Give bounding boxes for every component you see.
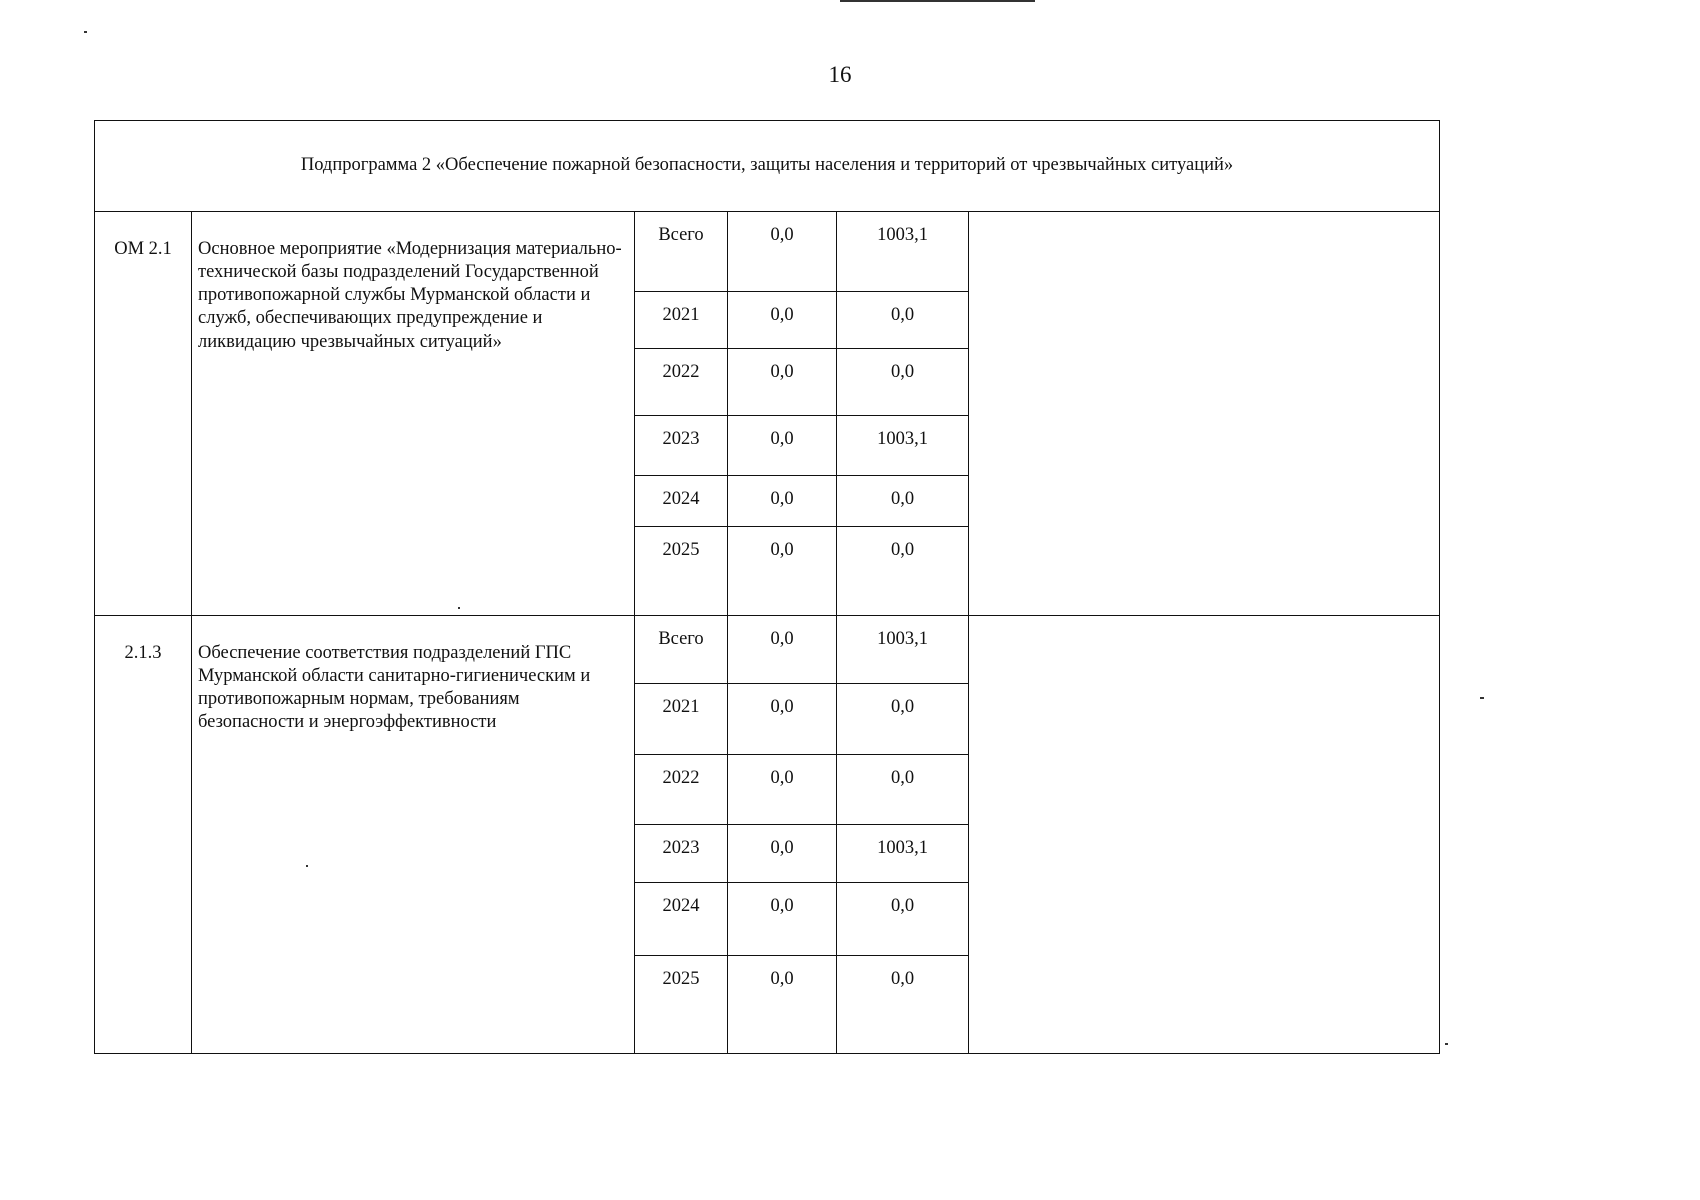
scan-speck xyxy=(458,607,460,609)
scan-speck xyxy=(306,865,308,867)
scan-speck xyxy=(84,31,87,33)
value-cell: 0,0 xyxy=(728,825,837,883)
year-cell: 2022 xyxy=(635,755,728,825)
value-cell: 0,0 xyxy=(837,956,969,1054)
year-cell: 2025 xyxy=(635,956,728,1054)
year-cell: 2023 xyxy=(635,825,728,883)
value-cell: 0,0 xyxy=(837,755,969,825)
value-cell: 0,0 xyxy=(837,883,969,956)
scan-edge-mark xyxy=(840,0,1035,2)
value-cell: 0,0 xyxy=(728,616,837,684)
value-cell: 0,0 xyxy=(728,292,837,349)
value-cell: 0,0 xyxy=(728,212,837,292)
value-cell: 0,0 xyxy=(728,684,837,755)
value-cell: 0,0 xyxy=(728,527,837,616)
value-cell: 0,0 xyxy=(728,476,837,527)
page-number: 16 xyxy=(828,62,852,87)
value-cell: 0,0 xyxy=(837,476,969,527)
table-row xyxy=(95,616,1440,684)
year-cell: Всего xyxy=(635,616,728,684)
value-cell: 0,0 xyxy=(837,527,969,616)
year-cell: 2023 xyxy=(635,416,728,476)
year-cell: 2021 xyxy=(635,292,728,349)
value-cell: 0,0 xyxy=(728,883,837,956)
year-cell: 2025 xyxy=(635,527,728,616)
activity-code: ОМ 2.1 xyxy=(95,212,192,616)
activity-code: 2.1.3 xyxy=(95,616,192,1054)
value-cell: 0,0 xyxy=(728,755,837,825)
value-cell: 0,0 xyxy=(728,349,837,416)
value-cell: 0,0 xyxy=(837,292,969,349)
year-cell: Всего xyxy=(635,212,728,292)
notes-cell xyxy=(969,616,1440,1054)
year-cell: 2022 xyxy=(635,349,728,416)
year-cell: 2024 xyxy=(635,883,728,956)
year-cell: 2021 xyxy=(635,684,728,755)
notes-cell xyxy=(969,212,1440,616)
scan-speck xyxy=(1445,1043,1448,1045)
value-cell: 0,0 xyxy=(837,349,969,416)
value-cell: 1003,1 xyxy=(837,616,969,684)
subprogram-row xyxy=(95,121,1440,212)
budget-table xyxy=(94,120,1440,1054)
value-cell: 1003,1 xyxy=(837,212,969,292)
value-cell: 0,0 xyxy=(837,684,969,755)
value-cell: 0,0 xyxy=(728,416,837,476)
value-cell: 1003,1 xyxy=(837,416,969,476)
year-cell: 2024 xyxy=(635,476,728,527)
activity-name: Обеспечение соответствия подразделений ГПС Мурманской области санитарно-гигиеническим и противопожарным нормам, требованиям безопасности и энергоэффективности xyxy=(192,616,635,1054)
table-row xyxy=(95,212,1440,292)
activity-name: Основное мероприятие «Модернизация материально-технической базы подразделений Государственной противопожарной службы Мурманской области и служб, обеспечивающих предупреждение и ликвидацию чрезвычайных ситуаций» xyxy=(192,212,635,616)
value-cell: 1003,1 xyxy=(837,825,969,883)
value-cell: 0,0 xyxy=(728,956,837,1054)
scan-speck xyxy=(1480,697,1484,699)
subprogram-title: Подпрограмма 2 «Обеспечение пожарной безопасности, защиты населения и территорий от чрезвычайных ситуаций» xyxy=(95,121,1440,212)
